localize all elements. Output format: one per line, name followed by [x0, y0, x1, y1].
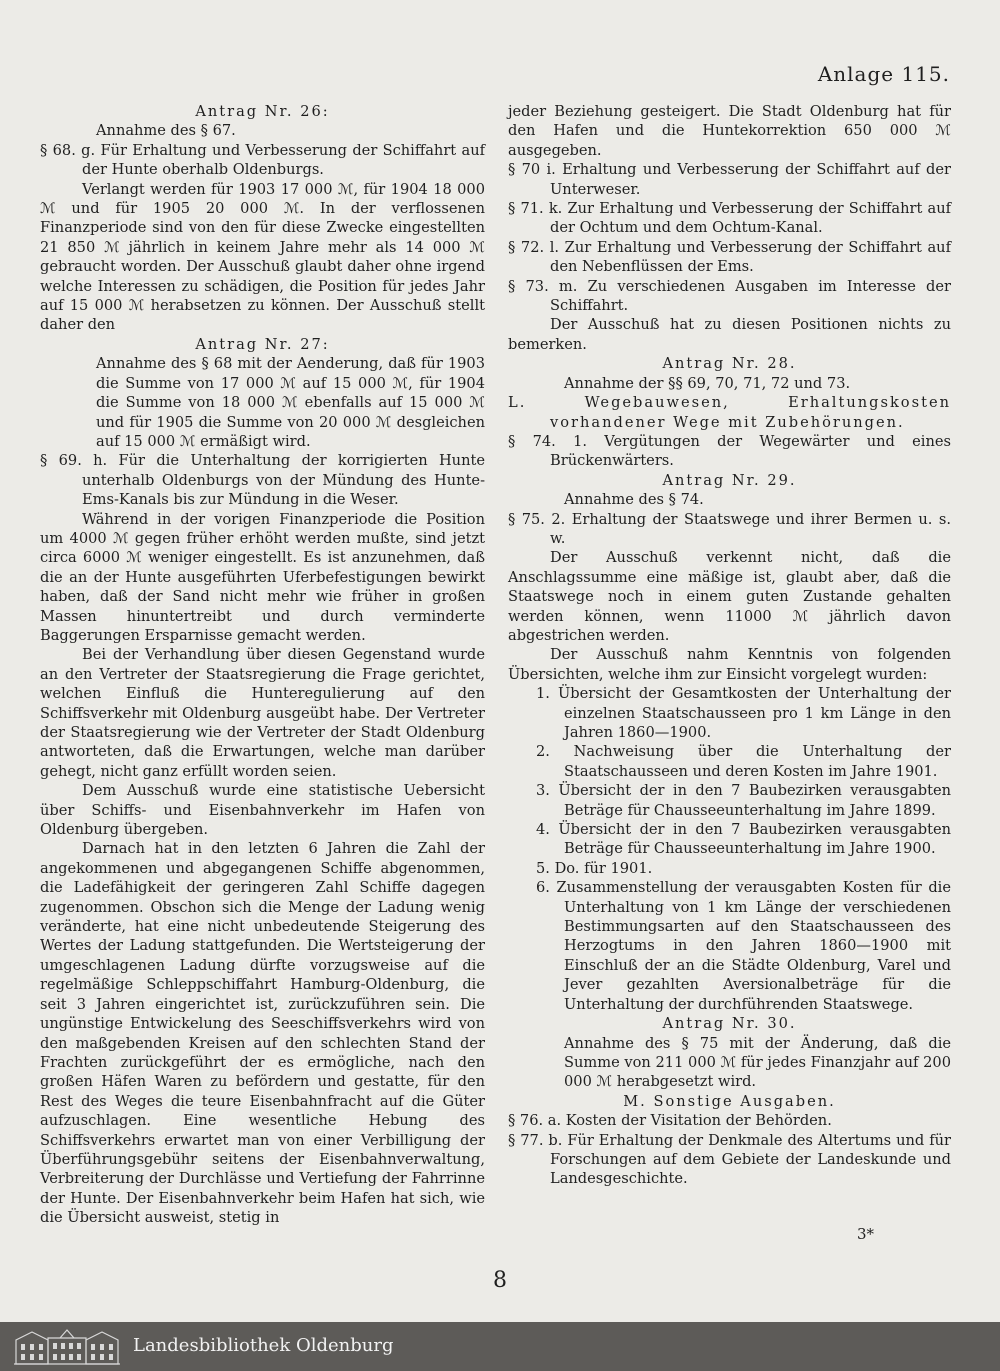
left-paragraph: Während in der vorigen Finanzperiode die Position um 4000 ℳ gegen früher erhöht werden mußte, sind jetzt circa 6000 ℳ weniger eingestellt. Es ist anzunehmen, daß die an der Hunte ausgeführten Uferbefestigungen bewirkt haben, daß der Sand nicht mehr wie früher in großen Massen hinuntertreibt und durch verminderte Baggerungen Ersparnisse gemacht werden. [40, 510, 485, 644]
left-paragraph: § 69. h. Für die Unterhaltung der korrigierten Hunte unterhalb Oldenburgs von der Mündung des Hunte-Ems-Kanals bis zur Mündung in die Weser. [40, 452, 485, 509]
right-paragraph: 6. Zusammenstellung der verausgabten Kosten für die Unterhaltung von 1 km Länge der verschiedenen Bestimmungsarten auf den Staatschausseen des Herzogtums in den Jahren 1860—1900 mit Einschluß der an die Städte Oldenburg, Varel und Jever gezahlten Aversionalbeträge für die Unterhaltung der durchführenden Staatswege. [536, 879, 951, 1013]
right-paragraph: 5. Do. für 1901. [536, 859, 653, 877]
right-paragraph: § 76. a. Kosten der Visitation der Behörden. [508, 1112, 832, 1130]
right-paragraph: § 75. 2. Erhaltung der Staatswege und ihrer Bermen u. s. w. [508, 510, 951, 547]
left-paragraph: Annahme des § 68 mit der Aenderung, daß für 1903 die Summe von 17 000 ℳ auf 15 000 ℳ, für 1904 die Summe von 18 000 ℳ ebenfalls auf 15 000 ℳ und für 1905 die Summe von 20 000 ℳ desgleichen auf 15 000 ℳ ermäßigt wird. [96, 355, 485, 450]
right-paragraph: 3. Übersicht der in den 7 Baubezirken verausgabten Beträge für Chausseeunterhaltung im Jahre 1899. [536, 782, 951, 819]
library-building-icon [12, 1326, 122, 1366]
right-paragraph: § 72. l. Zur Erhaltung und Verbesserung der Schiffahrt auf den Nebenflüssen der Ems. [508, 238, 951, 276]
right-column [508, 102, 951, 1189]
page-number: 8 [493, 1268, 507, 1293]
right-paragraph: § 71. k. Zur Erhaltung und Verbesserung der Schiffahrt auf der Ochtum und dem Ochtum-Kanal. [508, 200, 951, 237]
right-paragraph: § 77. b. Für Erhaltung der Denkmale des Altertums und für Forschungen auf dem Gebiete der Landeskunde und Landesgeschichte. [508, 1131, 951, 1188]
right-paragraph: Annahme des § 74. [564, 491, 704, 509]
left-paragraph: Darnach hat in den letzten 6 Jahren die Zahl der angekommenen und abgegangenen Schiffe abgenommen, die Ladefähigkeit der geringeren Zahl Schiffe dagegen zugenommen. Obschon sich die Menge der Ladung wenig veränderte, hat eine nicht unbedeutende Steigerung des Wertes der Ladung stattgefunden. Die Wertsteigerung der umgeschlagenen Ladung dürfte vorzugsweise auf die regelmäßige Schleppschiffahrt Hamburg-Oldenburg, die seit 3 Jahren eingerichtet ist, zurückzuführen sein. Die ungünstige Entwickelung des Seeschiffsverkehrs wird von den maßgebenden Kreisen auf den schlechten Stand der Frachten zurückgeführt der es ermögliche, nach den großen Häfen Waren zu befördern und gestatte, für den Rest des Weges die teure Eisenbahnfracht auf die Güter aufzuschlagen. Eine wesentliche Hebung des Schiffsverkehrs erwartet man von einer Verbilligung der Überführungsgebühr seitens der Eisenbahnverwaltung, Verbreiterung der Durchlässe und Vertiefung der Fahrrinne der Hunte. Der Eisenbahnverkehr beim Hafen hat sich, wie die Übersicht ausweist, stetig in [40, 840, 485, 1227]
left-paragraph: Bei der Verhandlung über diesen Gegenstand wurde an den Vertreter der Staatsregierung die Frage gerichtet, welchen Einfluß die Hunteregulierung auf den Schiffsverkehr mit Oldenburg ausgeübt habe. Der Vertreter der Staatsregierung wie der Vertreter der Stadt Oldenburg antworteten, daß die Erwartungen, welche man darüber gehegt, nicht ganz erfüllt worden seien. [40, 646, 485, 780]
left-paragraph: Antrag Nr. 27: [195, 335, 330, 353]
right-paragraph: M. Sonstige Ausgaben. [623, 1092, 836, 1110]
right-paragraph: Annahme des § 75 mit der Änderung, daß die Summe von 211 000 ℳ für jedes Finanzjahr auf 200 000 ℳ herabgesetzt wird. [564, 1034, 951, 1091]
right-paragraph: jeder Beziehung gesteigert. Die Stadt Oldenburg hat für den Hafen und die Huntekorrektion 650 000 ℳ ausgegeben. [508, 103, 951, 159]
library-footer [0, 1322, 1000, 1371]
right-paragraph: Antrag Nr. 29. [662, 471, 797, 489]
signature-mark: 3* [857, 1225, 875, 1243]
left-paragraph: Dem Ausschuß wurde eine statistische Uebersicht über Schiffs- und Eisenbahnverkehr im Hafen von Oldenburg übergeben. [40, 782, 485, 839]
right-paragraph: 1. Übersicht der Gesamtkosten der Unterhaltung der einzelnen Staatschausseen pro 1 km Länge in den Jahren 1860—1900. [536, 685, 951, 741]
right-paragraph: L. Wegebauwesen, Erhaltungskosten vorhandener Wege mit Zubehörungen. [508, 394, 951, 431]
right-paragraph: Der Ausschuß verkennt nicht, daß die Anschlagssumme eine mäßige ist, glaubt aber, daß die Staatswege noch in einem guten Zustande gehalten werden können, wenn 11000 ℳ jährlich davon abgestrichen werden. [508, 549, 951, 644]
left-paragraph: Antrag Nr. 26: [195, 103, 330, 120]
left-paragraph: § 68. g. Für Erhaltung und Verbesserung der Schiffahrt auf der Hunte oberhalb Oldenburgs. [40, 141, 485, 179]
right-paragraph: Antrag Nr. 30. [662, 1015, 797, 1033]
right-paragraph: § 70 i. Erhaltung und Verbesserung der Schiffahrt auf der Unterweser. [508, 161, 951, 198]
right-paragraph: § 73. m. Zu verschiedenen Ausgaben im Interesse der Schiffahrt. [508, 277, 951, 315]
right-paragraph: 4. Übersicht der in den 7 Baubezirken verausgabten Beträge für Chausseeunterhaltung im Jahre 1900. [536, 821, 951, 858]
left-paragraph: Verlangt werden für 1903 17 000 ℳ, für 1904 18 000 ℳ und für 1905 20 000 ℳ. In der verflossenen Finanzperiode sind von den für diese Zwecke eingestellten 21 850 ℳ jährlich in keinem Jahre mehr als 14 000 ℳ gebraucht worden. Der Ausschuß glaubt daher ohne irgend welche Interessen zu schädigen, die Position für jedes Jahr auf 15 000 ℳ herabsetzen zu können. Der Ausschuß stellt daher den [40, 180, 485, 334]
right-paragraph: Annahme der §§ 69, 70, 71, 72 und 73. [564, 374, 851, 392]
left-paragraph: Annahme des § 67. [96, 122, 236, 140]
annex-header: Anlage 115. [817, 62, 950, 86]
right-paragraph: Der Ausschuß nahm Kenntnis von folgenden Übersichten, welche ihm zur Einsicht vorgelegt wurden: [508, 646, 951, 683]
right-paragraph: Der Ausschuß hat zu diesen Positionen nichts zu bemerken. [508, 316, 951, 353]
left-column [40, 102, 485, 1228]
library-name: Landesbibliothek Oldenburg [133, 1335, 394, 1356]
right-paragraph: 2. Nachweisung über die Unterhaltung der Staatschausseen und deren Kosten im Jahre 1901. [536, 743, 951, 780]
right-paragraph: § 74. 1. Vergütungen der Wegewärter und eines Brückenwärters. [508, 432, 951, 470]
right-paragraph: Antrag Nr. 28. [662, 355, 797, 373]
